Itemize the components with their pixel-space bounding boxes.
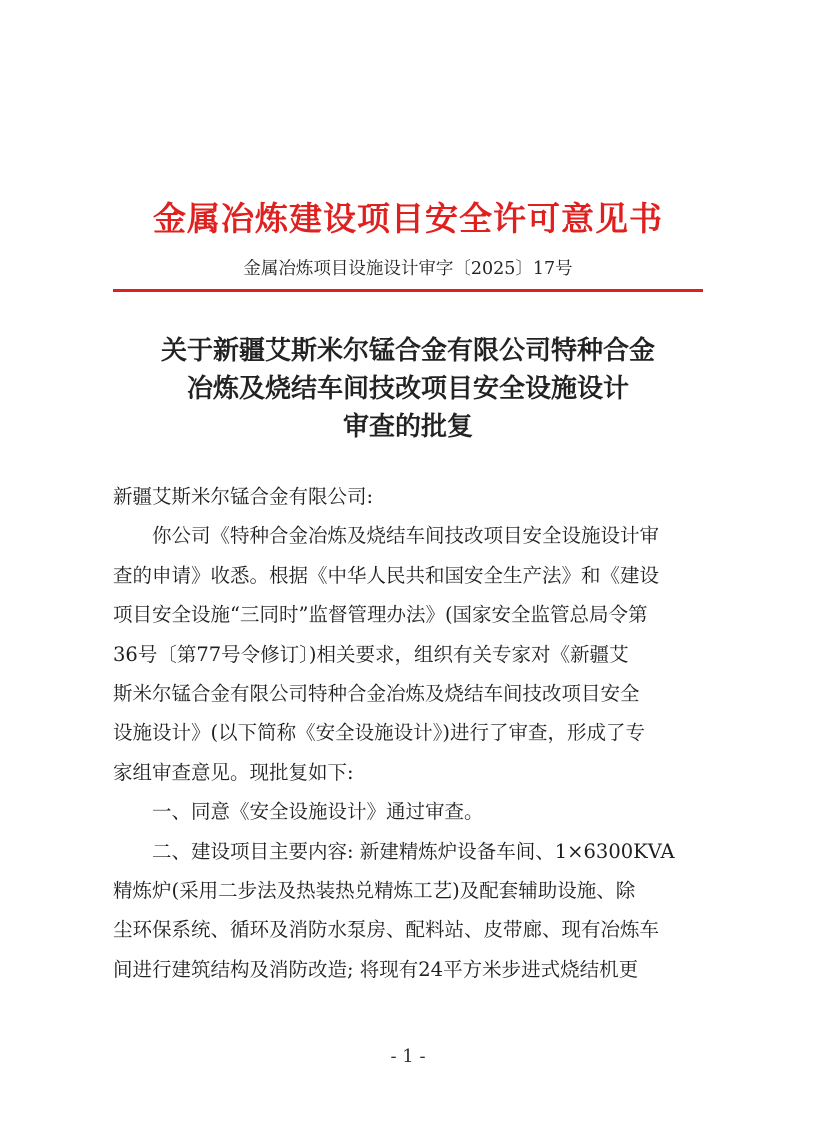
body-line: 查的申请》收悉。根据《中华人民共和国安全生产法》和《建设 [113,563,660,587]
subject-line: 冶炼及烧结车间技改项目安全设施设计 [186,374,629,404]
body-line: 斯米尔锰合金有限公司特种合金冶炼及烧结车间技改项目安全 [113,682,640,706]
item-two-line: 尘环保系统、循环及消防水泵房、配料站、皮带廊、现有冶炼车 [113,918,660,942]
item-two-line: 间进行建筑结构及消防改造; 将现有24平方米步进式烧结机更 [113,957,639,981]
document-subject [0,332,816,446]
document-body [113,477,705,989]
body-line: 你公司《特种合金冶炼及烧结车间技改项目安全设施设计审 [152,524,660,548]
body-line: 36号〔第77号令修订〕)相关要求，组织有关专家对《新疆艾 [113,642,629,666]
body-line: 项目安全设施“三同时”监督管理办法》(国家安全监管总局令第 [113,603,648,627]
document-number: 金属冶炼项目设施设计审字〔2025〕17号 [243,259,573,279]
addressee: 新疆艾斯米尔锰合金有限公司: [113,485,374,508]
header-title: 金属冶炼建设项目安全许可意见书 [153,199,663,238]
body-line: 家组审查意见。现批复如下: [113,760,354,784]
body-line: 设施设计》(以下简称《安全设施设计》)进行了审查，形成了专 [113,721,645,745]
item-two-line: 二、建设项目主要内容: 新建精炼炉设备车间、1×6300KVA [152,839,675,863]
item-one: 一、同意《安全设施设计》通过审查。 [152,800,484,824]
page-number: - 1 - [390,1046,426,1067]
subject-line: 审查的批复 [342,412,473,442]
subject-line: 关于新疆艾斯米尔锰合金有限公司特种合金 [160,336,655,366]
red-divider-line [113,289,703,292]
item-two-line: 精炼炉(采用二步法及热装热兑精炼工艺)及配套辅助设施、除 [113,879,636,903]
